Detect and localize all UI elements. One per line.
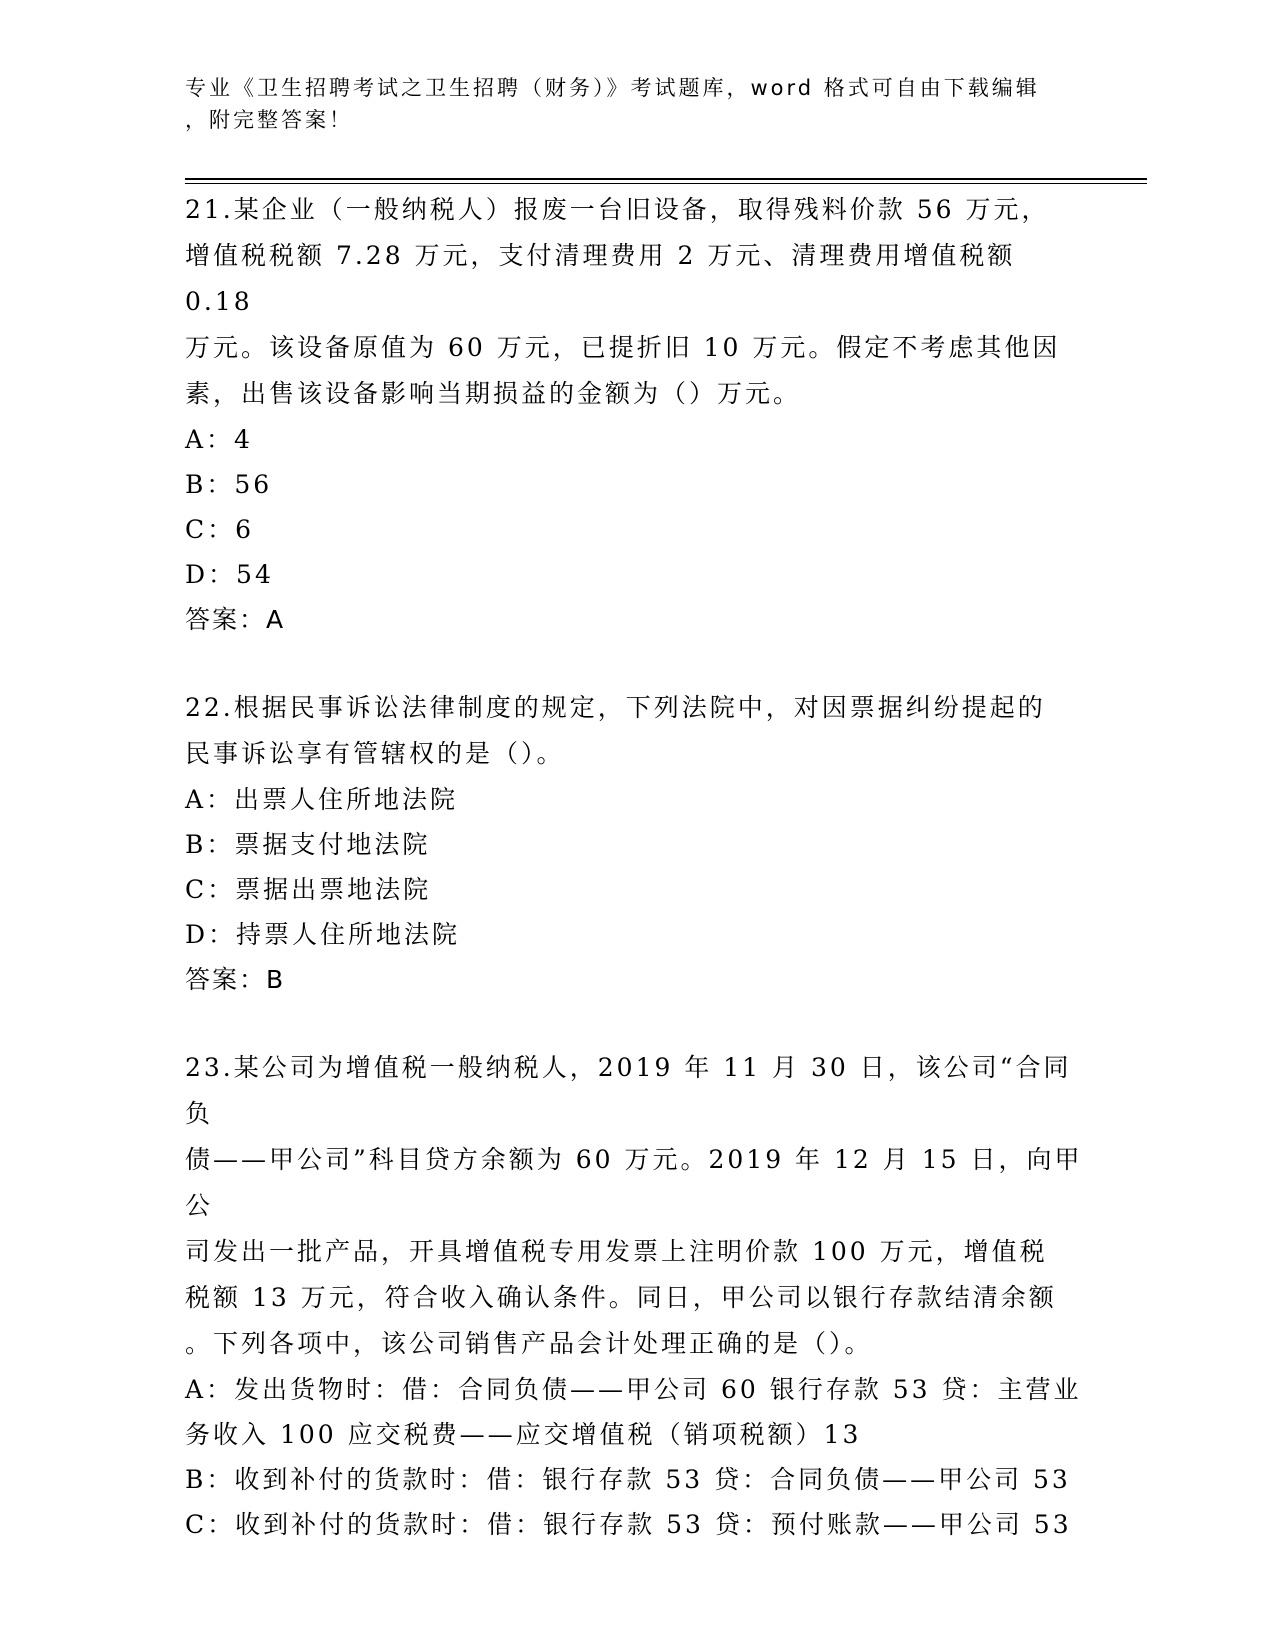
answer-line: 答案：A: [185, 605, 286, 634]
stem-line: 22.根据民事诉讼法律制度的规定，下列法院中，对因票据纠纷提起的: [185, 693, 1046, 722]
option-d: D：54: [185, 560, 274, 589]
stem-line: 。下列各项中，该公司销售产品会计处理正确的是（）。: [185, 1329, 873, 1358]
option-c: C：6: [185, 515, 255, 544]
option-b: B：56: [185, 470, 273, 499]
header-rule-thick: [185, 178, 1147, 180]
option-a-continued: 务收入 100 应交税费——应交增值税（销项税额）13: [185, 1420, 862, 1449]
option-d: D：持票人住所地法院: [185, 920, 461, 949]
stem-line: 税额 13 万元，符合收入确认条件。同日，甲公司以银行存款结清余额: [185, 1283, 1057, 1312]
stem-line: 增值税税额 7.28 万元，支付清理费用 2 万元、清理费用增值税额 0.18: [185, 241, 1016, 316]
header-line-1: 专业《卫生招聘考试之卫生招聘（财务）》考试题库，word 格式可自由下载编辑: [185, 76, 1040, 100]
stem-line: 21.某企业（一般纳税人）报废一台旧设备，取得残料价款 56 万元，: [185, 195, 1050, 224]
question-stem: [185, 685, 1085, 777]
question-21: [185, 187, 1085, 642]
document-header: [185, 72, 1085, 136]
stem-line: 债——甲公司”科目贷方余额为 60 万元。2019 年 12 月 15 日，向甲公: [185, 1145, 1083, 1220]
option-c: C：收到补付的货款时：借：银行存款 53 贷：预付账款——甲公司 53: [185, 1510, 1072, 1539]
stem-line: 司发出一批产品，开具增值税专用发票上注明价款 100 万元，增值税: [185, 1237, 1048, 1266]
header-rule-thin: [185, 183, 1147, 184]
question-23: [185, 1045, 1085, 1547]
option-c: C：票据出票地法院: [185, 875, 432, 904]
option-a: A：4: [185, 425, 253, 454]
option-a: A：出票人住所地法院: [185, 785, 459, 814]
option-b: B：收到补付的货款时：借：银行存款 53 贷：合同负债——甲公司 53: [185, 1465, 1071, 1494]
question-stem: [185, 187, 1085, 417]
header-line-2: ，附完整答案！: [185, 108, 353, 132]
question-list: [185, 187, 1085, 1590]
answer-line: 答案：B: [185, 965, 286, 994]
question-stem: [185, 1045, 1085, 1367]
stem-line: 民事诉讼享有管辖权的是（）。: [185, 739, 565, 768]
stem-line: 素，出售该设备影响当期损益的金额为（）万元。: [185, 379, 802, 408]
option-b: B：票据支付地法院: [185, 830, 431, 859]
stem-line: 23.某公司为增值税一般纳税人，2019 年 11 月 30 日，该公司“合同负: [185, 1053, 1072, 1128]
option-a: A：发出货物时：借：合同负债——甲公司 60 银行存款 53 贷：主营业: [185, 1375, 1082, 1404]
stem-line: 万元。该设备原值为 60 万元，已提折旧 10 万元。假定不考虑其他因: [185, 333, 1061, 362]
question-22: [185, 685, 1085, 1002]
